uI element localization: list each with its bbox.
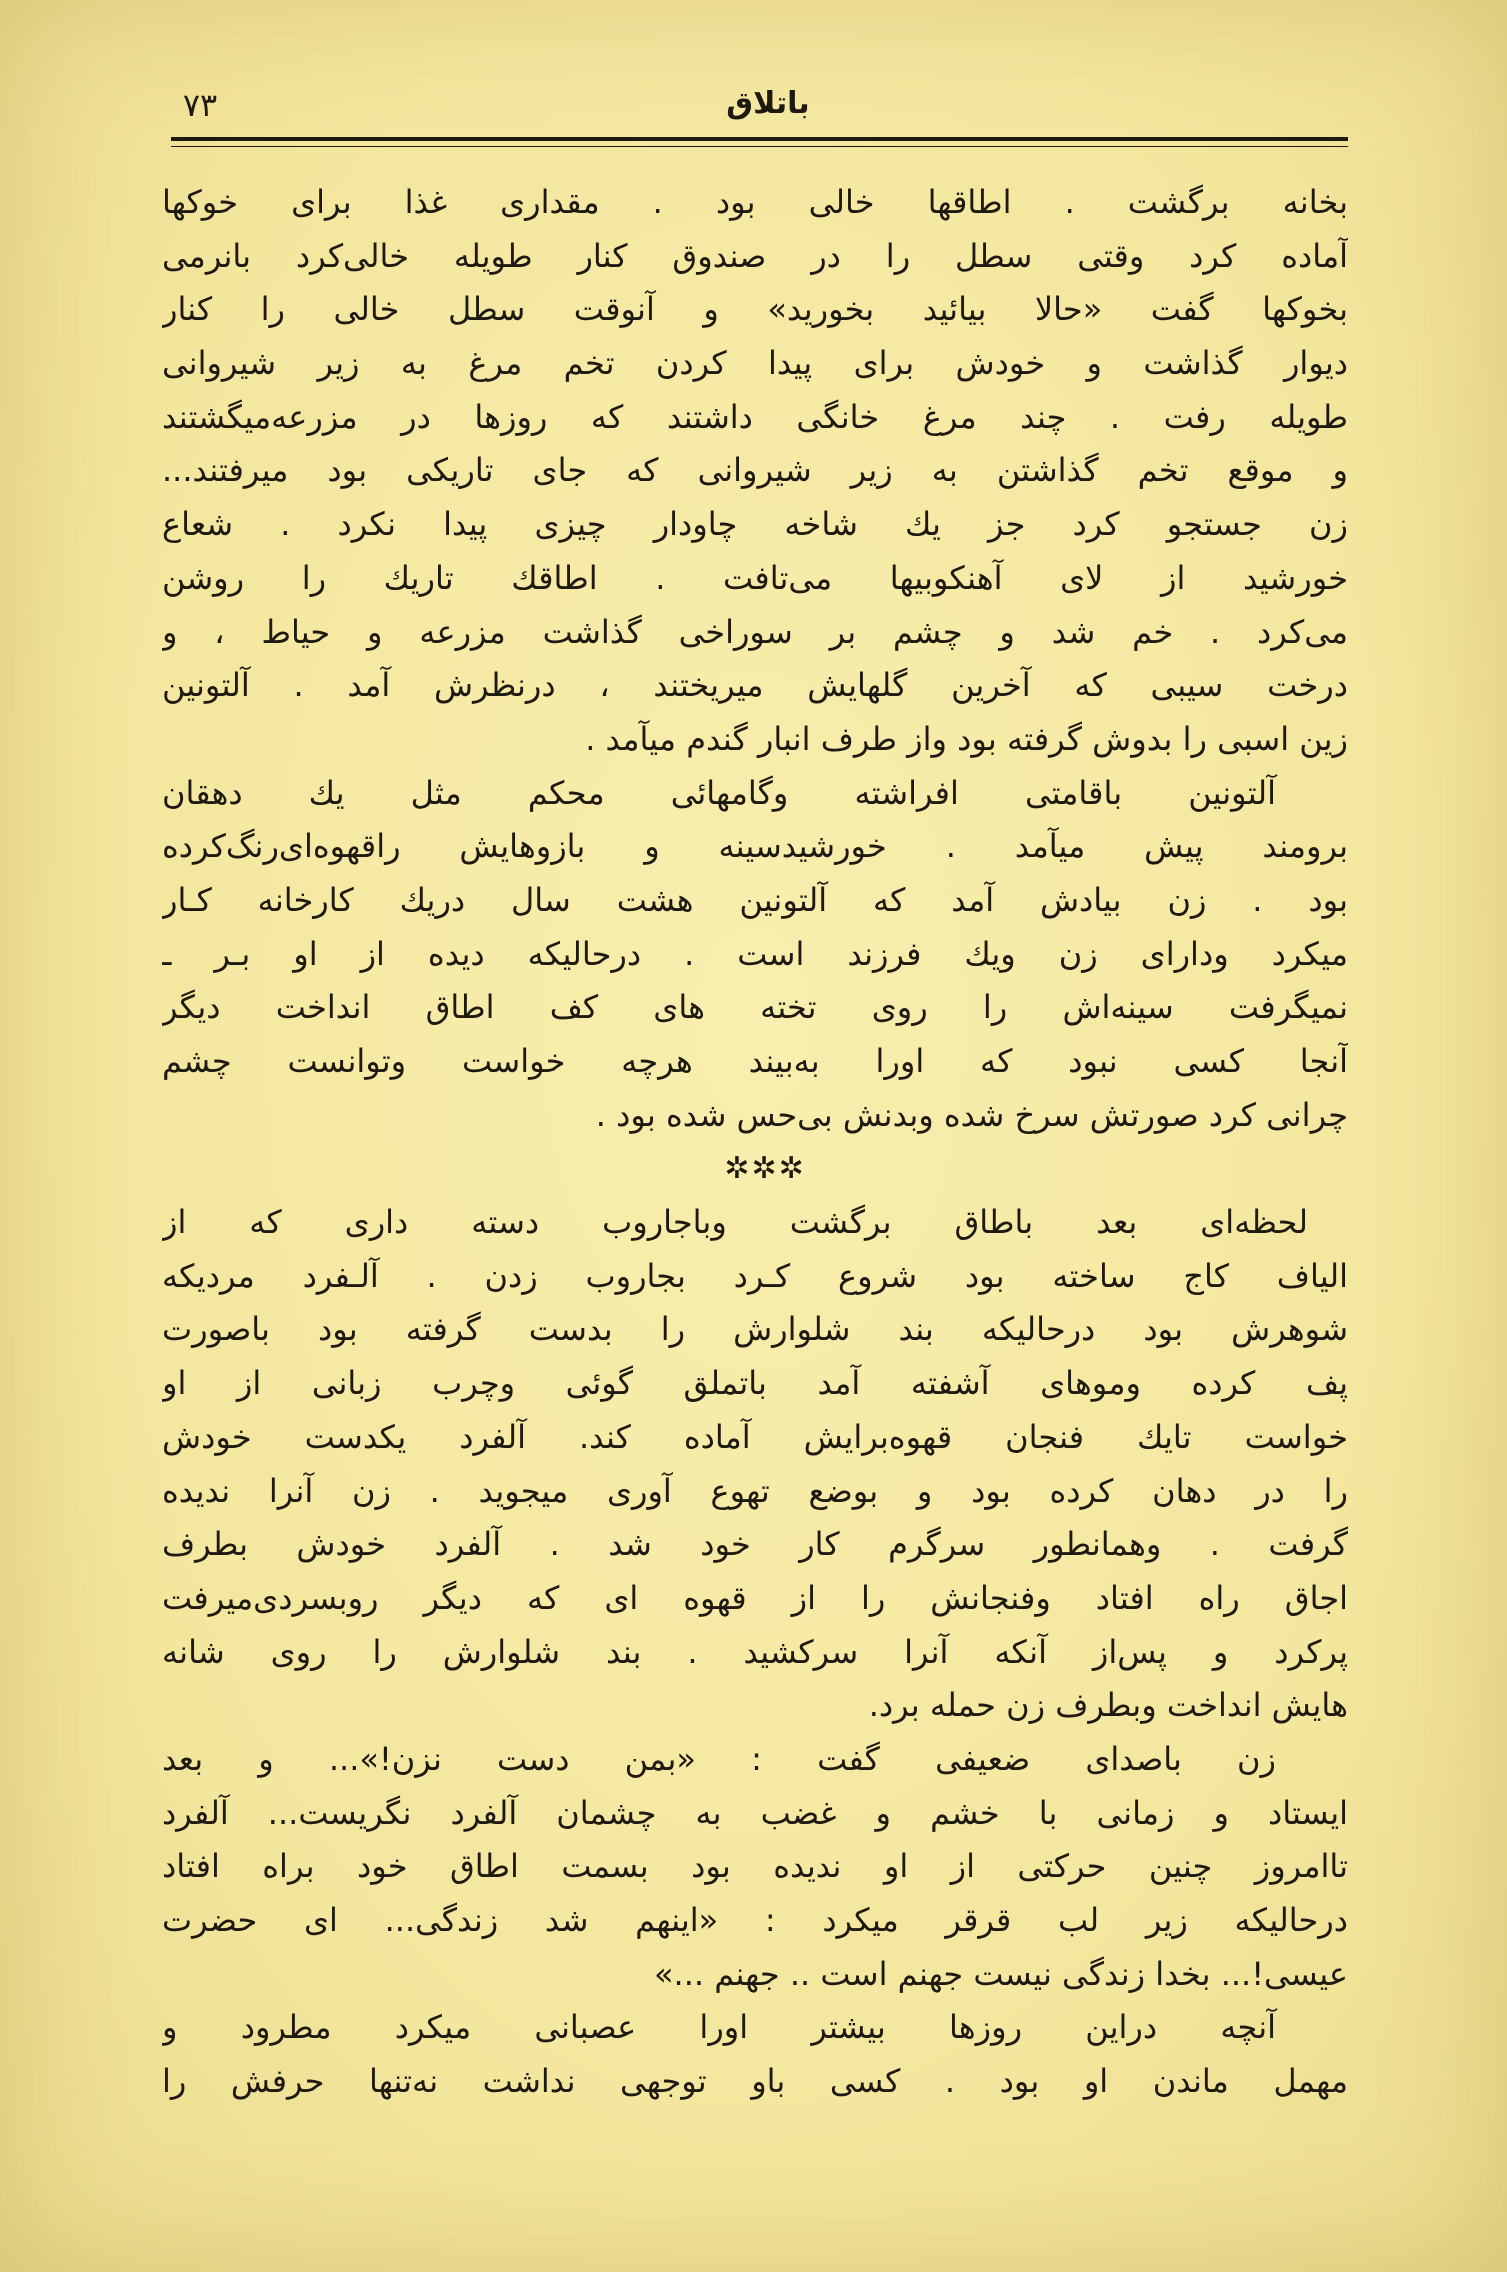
text-line: خواست تایك فنجان قهوه‌برایش آماده کند. آلفرد یکدست خودش <box>162 1417 1348 1456</box>
text-line: بود . زن بیادش آمد که آلتونین هشت سال دریك کارخانه کـار <box>162 880 1348 919</box>
text-line: را در دهان کرده بود و بوضع تهوع آوری میجوید . زن آنرا ندیده <box>162 1471 1348 1510</box>
paragraph <box>162 176 1348 767</box>
text-line: طویله رفت . چند مرغ خانگی داشتند که روزها در مزرعه‌میگشتند <box>162 397 1348 436</box>
text-line: مهمل ماندن او بود . کسی باو توجهی نداشت نه‌تنها حرفش را <box>162 2062 1348 2101</box>
text-line: خورشید از لای آهنکوبیها می‌تافت . اطاقك تاریك را روشن <box>162 558 1348 597</box>
text-line: آنچه دراین روزها بیشتر اورا عصبانی میکرد مطرود و <box>162 2008 1276 2047</box>
text-line: برومند پیش میآمد . خورشیدسینه و بازوهایش راقهوه‌ای‌رنگ‌کرده <box>162 827 1348 866</box>
text-line: زن باصدای ضعیفی گفت : «بمن دست نزن!»... و بعد <box>162 1739 1276 1778</box>
text-line: پرکرد و پس‌از آنکه آنرا سرکشید . بند شلوارش را روی شانه <box>162 1632 1348 1671</box>
text-line: تاامروز چنین حرکتی از او ندیده بود بسمت اطاق خود براه افتاد <box>162 1847 1348 1886</box>
page-number: ۷۳ <box>182 86 218 124</box>
text-line: درحالیکه زیر لب قرقر میکرد : «اینهم شد زندگی... ای حضرت <box>162 1901 1348 1939</box>
text-line: پف کرده وموهای آشفته آمد باتملق گوئی وچرب زبانی از او <box>162 1364 1348 1403</box>
text-line: بخوکها گفت «حالا بیائید بخورید» و آنوقت سطل خالی را کنار <box>162 290 1348 329</box>
paragraph <box>162 1733 1348 2001</box>
text-line: میکرد ودارای زن ویك فرزند است . درحالیکه دیده از او بـر ـ <box>162 934 1348 973</box>
text-line: آلتونین باقامتی افراشته وگامهائی محکم مثل یك دهقان <box>162 773 1276 812</box>
text-line: الیاف کاج ساخته بود شروع کـرد بجاروب زدن . آلـفرد مردیکه <box>162 1256 1348 1295</box>
text-line: می‌کرد . خم شد و چشم بر سوراخی گذاشت مزرعه و حیاط ، و <box>162 612 1348 651</box>
running-title: باتلاق <box>726 86 810 121</box>
text-line: آماده کرد وقتی سطل را در صندوق کنار طویله خالی‌کرد بانرمی <box>162 236 1348 275</box>
text-line: درخت سیبی که آخرین گلهایش میریختند ، درنظرش آمد . آلتونین <box>162 666 1348 705</box>
text-line: آنجا کسی نبود که اورا به‌بیند هرچه خواست وتوانست چشم <box>162 1042 1348 1080</box>
text-line: و موقع تخم گذاشتن به زیر شیروانی که جای تاریکی بود میرفتند... <box>162 451 1348 490</box>
text-line: زین اسبی را بدوش گرفته بود واز طرف انبار گندم میآمد . <box>585 719 1348 758</box>
section-separator: ✲✲✲ <box>724 1151 806 1187</box>
text-line: چرانی کرد صورتش سرخ شده وبدنش بی‌حس شده بود . <box>595 1095 1348 1134</box>
header-rule-thick <box>171 137 1348 141</box>
text-line: هایش انداخت وبطرف زن حمله برد. <box>868 1686 1348 1725</box>
text-line: عیسی!... بخدا زندگی نیست جهنم است .. جهنم ...» <box>653 1954 1348 1993</box>
text-body <box>162 176 1348 2109</box>
text-line: گرفت . وهمانطور سرگرم کار خود شد . آلفرد خودش بطرف <box>162 1525 1348 1564</box>
paragraph <box>162 1196 1348 1733</box>
text-line: نمیگرفت سینه‌اش را روی تخته های کف اطاق انداخت دیگر <box>162 988 1348 1027</box>
text-line: دیوار گذاشت و خودش برای پیدا کردن تخم مرغ به زیر شیروانی <box>162 344 1348 383</box>
text-line: شوهرش بود درحالیکه بند شلوارش را بدست گرفته بود باصورت <box>162 1310 1348 1349</box>
text-line: اجاق راه افتاد وفنجانش را از قهوه ای که دیگر روبسردی‌میرفت <box>162 1578 1348 1617</box>
paragraph <box>162 767 1348 1143</box>
text-line: زن جستجو کرد جز یك شاخه چاودار چیزی پیدا نکرد . شعاع <box>162 505 1348 544</box>
paragraph <box>162 2001 1348 2108</box>
header-rule-thin <box>171 146 1348 147</box>
text-line: ایستاد و زمانی با خشم و غضب به چشمان آلفرد نگریست... آلفرد <box>162 1793 1348 1832</box>
text-line: لحظه‌ای بعد باطاق برگشت وباجاروب دسته داری که از <box>162 1203 1308 1242</box>
text-line: بخانه برگشت . اطاقها خالی بود . مقداری غذا برای خوکها <box>162 183 1348 221</box>
